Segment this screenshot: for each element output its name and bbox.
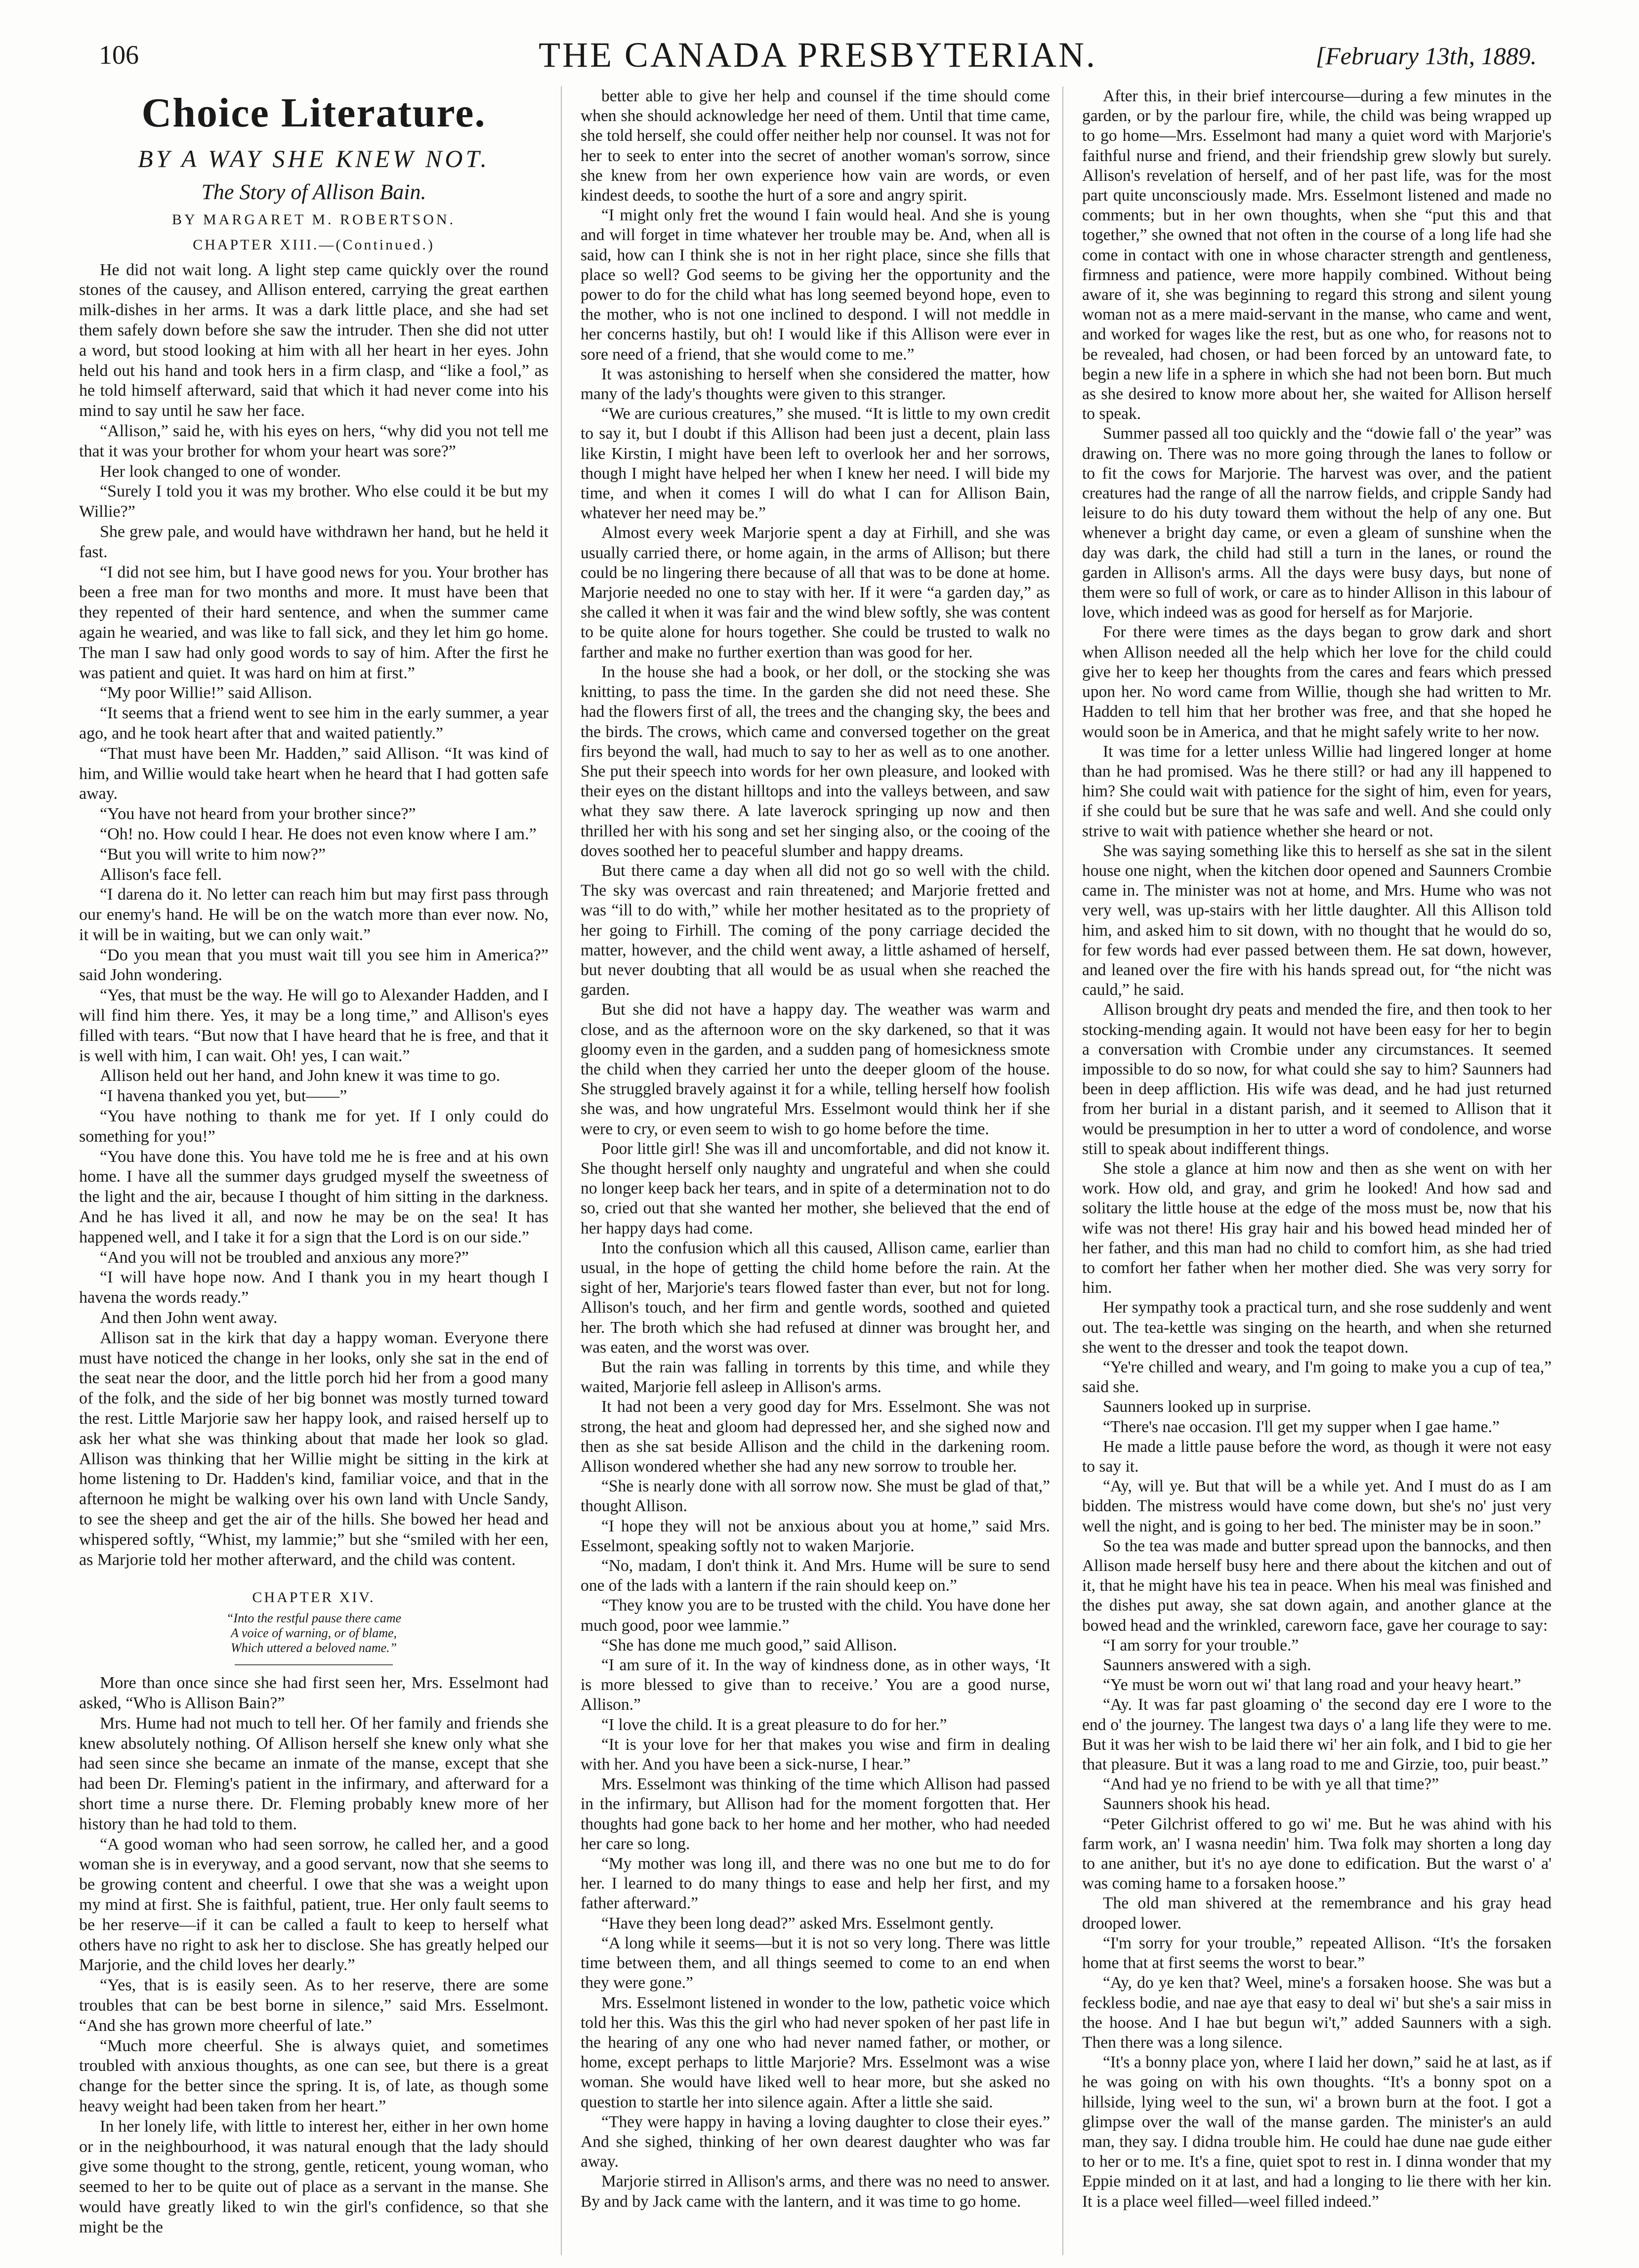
paragraph: For there were times as the days began to grow dark and short when Allison needed all the help which her love for the child could give her to keep her thoughts from the cares and fears which pressed upon her. No word came from Willie, though she had written to Mr. Hadden to tell him that her brother was free, and that she hoped he would soon be in America, and that he might safely write to her now. [1082, 623, 1552, 741]
paragraph: “Surely I told you it was my brother. Who else could it be but my Willie?” [79, 482, 548, 521]
paragraph: “Ay, do ye ken that? Weel, mine's a forsaken hoose. She was but a feckless bodie, and nae aye that easy to deal wi' but she's a sair miss in the hoose. And I hae but begun wi't,” added Saunners with a sigh. Then there was a long silence. [1082, 1974, 1552, 2052]
paragraph: “Yes, that must be the way. He will go to Alexander Hadden, and I will find him there. Yes, it may be a long time,” and Allison's eyes filled with tears. “But now that I have heard that he is free, and that it is well with him, I can wait. Oh! yes, I can wait.” [79, 986, 548, 1065]
column-rule [1062, 86, 1063, 2255]
byline: BY MARGARET M. ROBERTSON. [171, 211, 456, 228]
paragraph: “It's a bonny place yon, where I laid her down,” said he at last, as if he was going on with his own thoughts. “It's a bonny spot on a hillside, lying weel to the sun, wi' a brown burn at the foot. I got a glimpse over the wall of the manse garden. The minister's an auld man, they say. I didna trouble him. He could hae dune nae gude either to her or to me. It's a fine, quiet spot to rest in. I dinna wonder that my Eppie minded on it at last, and had a longing to lie there with her kin. It is a place weel filled—weel filled indeed.” [1082, 2053, 1552, 2211]
paragraph: “You have not heard from your brother since?” [100, 805, 416, 824]
paragraph: She was saying something like this to herself as she sat in the silent house one night, when the kitchen door opened and Saunners Crombie came in. The minister was not at home, and Mrs. Hume who was not very well, was up-stairs with her little daughter. All this Allison told him, and asked him to sit down, with no thought that he would do so, for few words had ever passed between them. He sat down, however, and leaned over the fire with his hands spread out, for “the nicht was cauld,” he said. [1082, 841, 1552, 999]
paragraph: “I'm sorry for your trouble,” repeated Allison. “It's the forsaken home that at first seems the worst to bear.” [1082, 1934, 1552, 1973]
paragraph: The old man shivered at the remembrance and his gray head drooped lower. [1082, 1894, 1552, 1933]
paragraph: “You have nothing to thank me for yet. If I only could do something for you!” [79, 1107, 548, 1146]
paragraph: Saunners looked up in surprise. [1103, 1398, 1311, 1416]
story-title: BY A WAY SHE KNEW NOT. [138, 145, 490, 172]
paragraph: Poor little girl! She was ill and uncomfortable, and did not know it. She thought herself only naughty and ungrateful and when she could no longer keep back her tears, and in spite of a determination not to do so, cried out that she wanted her mother, she believed that the end of her happy days had come. [581, 1139, 1050, 1237]
paragraph: “No, madam, I don't think it. And Mrs. Hume will be sure to send one of the lads with a lantern if the rain should keep on.” [581, 1557, 1050, 1595]
chapter-epigraph: “Into the restful pause there came A voice of warning, or of blame, Which uttered a beloved name.” [226, 1611, 402, 1655]
paragraph: She grew pale, and would have withdrawn her hand, but he held it fast. [79, 522, 548, 561]
paragraph: In her lonely life, with little to interest her, either in her own home or in the neighbourhood, it was natural enough that the lady should give some thought to the strong, gentle, reticent, young woman, who seemed to her to be quite out of place as a servant in the manse. She would have greatly liked to win the girl's confidence, so that she might be the [79, 2117, 548, 2236]
paragraph: More than once since she had first seen her, Mrs. Esselmont had asked, “Who is Allison Bain?” [79, 1674, 548, 1712]
paragraph: “It is your love for her that makes you wise and firm in dealing with her. And you have been a sick-nurse, I hear.” [581, 1735, 1050, 1774]
paragraph: “And you will not be troubled and anxious any more?” [100, 1248, 469, 1267]
paragraph: “My poor Willie!” said Allison. [100, 684, 312, 702]
paragraph: Summer passed all too quickly and the “dowie fall o' the year” was drawing on. There was no more going through the lanes to follow or to fit the cows for Marjorie. The harvest was over, and the patient creatures had the range of all the narrow fields, and cripple Sandy had leisure to do his duty toward them without the help of any one. But whenever a bright day came, or even a gleam of sunshine when the day was dark, the child had still a turn in the lanes, or round the garden in Allison's arms. All the days were busy days, but none of them were so full of work, or care as to hinder Allison in this labour of love, which indeed was as good for herself as for Marjorie. [1082, 424, 1552, 622]
paragraph: It was astonishing to herself when she considered the matter, how many of the lady's thoughts were given to this stranger. [581, 365, 1050, 404]
paragraph: “I hope they will not be anxious about you at home,” said Mrs. Esselmont, speaking softly not to waken Marjorie. [581, 1517, 1050, 1555]
paragraph: “I havena thanked you yet, but——” [100, 1087, 347, 1106]
paragraph: “That must have been Mr. Hadden,” said Allison. “It was kind of him, and Willie would take heart when he heard that I had gotten safe away. [79, 744, 548, 803]
paragraph: She stole a glance at him now and then as she went on with her work. How old, and gray, and grim he looked! And how sad and solitary the little house at the edge of the moss must be, now that his wife was not there! His gray hair and his bowed head minded her of her father, and this man had no child to comfort him, as she had tried to comfort her father when her mother died. She was very sorry for him. [1082, 1159, 1552, 1297]
paragraph: “There's nae occasion. I'll get my supper when I gae hame.” [1103, 1417, 1500, 1436]
paragraph: “Oh! no. How could I hear. He does not even know where I am.” [100, 825, 537, 843]
paragraph: Saunners shook his head. [1103, 1795, 1270, 1814]
paragraph: After this, in their brief intercourse—during a few minutes in the garden, or by the parlour fire, while, the child was being wrapped up to go home—Mrs. Esselmont had many a quiet word with Marjorie's faithful nurse and friend, and their friendship grew slowly but surely. Allison's revelation of herself, and of her past life, was for the most part quite unconsciously made. Mrs. Esselmont listened and made no comments; but in her own thoughts, when she “put this and that together,” she owned that not often in the course of a long life had she come in contact with one in whose character strength and gentleness, firmness and patience, were more happily combined. Without being aware of it, she was beginning to regard this strong and silent young woman not as a mere maid-servant in the manse, who came and went, and worked for wages like the rest, but as one who, for reasons not to be revealed, had chosen, or had been forced by an untoward fate, to begin a new life in a sphere in which she had not been born. But much as she desired to know more about her, she waited for Allison herself to speak. [1082, 87, 1552, 423]
paragraph: “I darena do it. No letter can reach him but may first pass through our enemy's hand. He will be on the watch more than ever now. No, it will be in waiting, but we can only wait.” [79, 885, 548, 944]
paragraph: Mrs. Esselmont was thinking of the time which Allison had passed in the infirmary, but Allison had for the moment forgotten that. Her thoughts had gone back to her home and her mother, who had needed her care so long. [581, 1775, 1050, 1853]
column-2-body [581, 86, 1050, 2212]
paragraph: “Ay, will ye. But that will be a while yet. And I must do as I am bidden. The mistress would have come down, but she's no' just very well the night, and is going to her bed. The minister may be in soon.” [1082, 1477, 1552, 1535]
paragraph: “Ye're chilled and weary, and I'm going to make you a cup of tea,” said she. [1082, 1358, 1552, 1397]
column-2 [581, 86, 1050, 2255]
paragraph: “I will have hope now. And I thank you in my heart though I havena the words ready.” [79, 1268, 548, 1307]
paragraph: “I am sure of it. In the way of kindness done, as in other ways, ‘It is more blessed to give than to receive.’ You are a good nurse, Allison.” [581, 1656, 1050, 1714]
paragraph: “Have they been long dead?” asked Mrs. Esselmont gently. [601, 1914, 994, 1933]
paragraph: “Peter Gilchrist offered to go wi' me. But he was ahind with his farm work, an' I wasna needin' him. Twa folk may shorten a long day to ane anither, but it's no aye done to edification. But the warst o' a' was coming hame to a forsaken hoose.” [1082, 1814, 1552, 1893]
story-subtitle: The Story of Allison Bain. [201, 180, 426, 204]
paragraph: And then John went away. [100, 1309, 278, 1327]
paragraph: “I love the child. It is a great pleasure to do for her.” [601, 1715, 947, 1734]
issue-date: [February 13th, 1889. [1315, 42, 1537, 70]
paragraph: Allison held out her hand, and John knew it was time to go. [100, 1067, 501, 1085]
paragraph: Allison brought dry peats and mended the fire, and then took to her stocking-mending again. It would not have been easy for her to begin a conversation with Crombie under any circumstances. It seemed impossible to do so now, for what could she say to him? Saunners had been in deep affliction. His wife was dead, and he had just returned from her burial in a distant parish, and it seemed to Allison that it would be presumption in her to utter a word of condolence, and worse still to speak about indifferent things. [1082, 1000, 1552, 1158]
page-header [99, 35, 1537, 79]
paragraph: “A good woman who had seen sorrow, he called her, and a good woman she is in everyway, and a good servant, now that she seems to be growing content and cheerful. I owe that she was a weight upon my mind at first. She is faithful, patient, true. Her only fault seems to be her reserve—if it can be called a fault to keep to herself what others have no right to ask her to disclose. She has greatly helped our Marjorie, and the child loves her dearly.” [79, 1835, 548, 1975]
paragraph: “They were happy in having a loving daughter to close their eyes.” And she sighed, thinking of her own dearest daughter who was far away. [581, 2112, 1050, 2171]
page-number: 106 [99, 40, 139, 70]
paragraph: “It seems that a friend went to see him in the early summer, a year ago, and he took heart after that and waited patiently.” [79, 704, 548, 742]
column-1 [79, 86, 548, 2255]
paragraph: “You have done this. You have told me he is free and at his own home. I have all the summer days grudged myself the sweetness of the light and the air, because I thought of him sitting in the darkness. And he has lived it all, and now he may be on the sea! It has happened well, and I take it for a sign that the Lord is on our side.” [79, 1147, 548, 1246]
paragraph: He did not wait long. A light step came quickly over the round stones of the causey, and Allison entered, carrying the great earthen milk-dishes in her arms. It was a dark little place, and she had set them safely down before she saw the intruder. Then she did not utter a word, but stood looking at him with all her heart in her eyes. John held out his hand and took hers in a firm clasp, and “like a fool,” as he told himself afterward, said that which it had never come into his mind to say until he saw her face. [79, 260, 548, 420]
paragraph: But she did not have a happy day. The weather was warm and close, and as the afternoon wore on the sky darkened, so that it was gloomy even in the garden, and a sudden pang of homesickness smote the child when they carried her unto the deeper gloom of the house. She struggled bravely against it for a while, telling herself how foolish she was, and how ungrateful Mrs. Esselmont would think her if she were to cry, or even seem to wish to go home before the time. [581, 1000, 1050, 1138]
paragraph: Into the confusion which all this caused, Allison came, earlier than usual, in the hope of getting the child home before the rain. At the sight of her, Marjorie's tears flowed faster than ever, but not for long. Allison's touch, and her firm and gentle words, soothed and quieted her. The broth which she had refused at dinner was brought her, and was eaten, and the worst was over. [581, 1238, 1050, 1357]
paragraph: “Do you mean that you must wait till you see him in America?” said John wondering. [79, 946, 548, 985]
paragraph: “Ay. It was far past gloaming o' the second day ere I wore to the end o' the journey. The langest twa days o' a lang life they were to me. But it was her wish to be laid there wi' her ain folk, and I bid to gie her that pleasure. But it was a lang road to me and Girzie, too, puir beast.” [1082, 1695, 1552, 1774]
paragraph: So the tea was made and butter spread upon the bannocks, and then Allison made herself busy here and there about the kitchen and out of it, that he might have his tea in peace. When his meal was finished and the dishes put away, she sat down again, and another glance at the bowed head and the wrinkled, careworn face, gave her courage to say: [1082, 1536, 1552, 1635]
section-title: Choice Literature. [141, 90, 486, 136]
paragraph: “But you will write to him now?” [100, 845, 326, 864]
chapter-heading: CHAPTER XIV. [252, 1589, 376, 1606]
paragraph: But the rain was falling in torrents by this time, and while they waited, Marjorie fell asleep in Allison's arms. [581, 1358, 1050, 1397]
paragraph: Mrs. Hume had not much to tell her. Of her family and friends she knew absolutely nothing. Of Allison herself she knew only what she had seen since she became an inmate of the manse, except that she had been Dr. Fleming's patient in the infirmary, and afterward for a short time a nurse there. Dr. Fleming probably knew more of her history than he had told to them. [79, 1714, 548, 1833]
paragraph: “A long while it seems—but it is not so very long. There was little time between them, and all things seemed to come to an end when they were gone.” [581, 1934, 1050, 1992]
journal-title: THE CANADA PRESBYTERIAN. [538, 35, 1097, 75]
paragraph: Saunners answered with a sigh. [1103, 1656, 1311, 1675]
paragraph: “They know you are to be trusted with the child. You have done her much good, poor wee lammie.” [581, 1596, 1050, 1635]
paragraph: He made a little pause before the word, as though it were not easy to say it. [1082, 1437, 1552, 1476]
paragraph: Mrs. Esselmont listened in wonder to the low, pathetic voice which told her this. Was this the girl who had never spoken of her past life in the hearing of any one who had never named father, or mother, or home, except perhaps to little Marjorie? Mrs. Esselmont was a wise woman. She would have liked well to hear more, but she asked no question to startle her into silence again. After a little she said. [581, 1993, 1050, 2111]
paragraph: “And had ye no friend to be with ye all that time?” [1103, 1775, 1439, 1794]
paragraph: Her look changed to one of wonder. [100, 462, 341, 481]
column-1-body [79, 260, 548, 2238]
paragraph: better able to give her help and counsel if the time should come when she should acknowledge her need of them. Until that time came, she told herself, she could offer neither help nor counsel. It was not for her to seek to enter into the secret of another woman's sorrow, since she knew from her own experience how vain are words, or even kindest deeds, to soothe the hurt of a sore and angry spirit. [581, 87, 1050, 205]
column-3 [1082, 86, 1552, 2255]
paragraph: “Ye must be worn out wi' that lang road and your heavy heart.” [1103, 1676, 1521, 1694]
paragraph: It had not been a very good day for Mrs. Esselmont. She was not strong, the heat and gloom had depressed her, and she sighed now and then as she sat beside Allison and the child in the darkening room. Allison wondered whether she had any new sorrow to trouble her. [581, 1398, 1050, 1476]
column-rule [561, 86, 562, 2255]
paragraph: “I am sorry for your trouble.” [1103, 1636, 1299, 1654]
paragraph: “Much more cheerful. She is always quiet, and sometimes troubled with anxious thoughts, as one can see, but there is a great change for the better since the spring. It is, of late, as though some heavy weight had been taken from her heart.” [79, 2036, 548, 2115]
paragraph: “We are curious creatures,” she mused. “It is little to my own credit to say it, but I doubt if this Allison had been just a decent, plain lass like Kirstin, I might have been left to overlook her and her sorrows, though I might have helped her when I knew her need. I will bide my time, and when it comes I will do what I can for Allison Bain, whatever her need may be.” [581, 405, 1050, 523]
paragraph: But there came a day when all did not go so well with the child. The sky was overcast and rain threatened; and Marjorie fretted and was “ill to do with,” while her mother hesitated as to the propriety of her going to Firhill. The coming of the pony carriage decided the matter, however, and the child went away, a little ashamed of herself, but never doubting that all would be as usual when she reached the garden. [581, 861, 1050, 999]
paragraph: “Yes, that is is easily seen. As to her reserve, there are some troubles that can be best borne in silence,” said Mrs. Esselmont. “And she has grown more cheerful of late.” [79, 1976, 548, 2035]
chapter-heading: CHAPTER XIII.—(Continued.) [193, 236, 435, 253]
divider [235, 1664, 393, 1665]
paragraph: It was time for a letter unless Willie had lingered longer at home than he had promised. Was he there still? or had any ill happened to him? She could wait with patience for the sight of him, even for years, if she could but be sure that he was safe and well. And she could only strive to wait with patience whether she heard or not. [1082, 742, 1552, 840]
paragraph: “Allison,” said he, with his eyes on hers, “why did you not tell me that it was your brother for whom your heart was sore?” [79, 421, 548, 460]
paragraph: “She is nearly done with all sorrow now. She must be glad of that,” thought Allison. [581, 1477, 1050, 1516]
paragraph: “She has done me much good,” said Allison. [601, 1636, 897, 1654]
column-3-body [1082, 86, 1552, 2212]
paragraph: Allison sat in the kirk that day a happy woman. Everyone there must have noticed the change in her looks, only she sat in the end of the seat near the door, and the little porch hid her from a good many of the folk, and the side of her big bonnet was mostly turned toward the rest. Little Marjorie saw her happy look, and raised herself up to ask her what she was thinking about that made her look so glad. Allison was thinking that her Willie might be sitting in the kirk at home listening to Dr. Hadden's kind, familiar voice, and that in the afternoon he might be walking over his own land with Uncle Sandy, to see the sheep and get the air of the hills. She bowed her head and whispered softly, “Whist, my lammie;” but she “smiled with her een, as Marjorie told her mother afterward, and the child was content. [79, 1328, 548, 1569]
paragraph: Allison's face fell. [100, 865, 222, 884]
paragraph: “I did not see him, but I have good news for you. Your brother has been a free man for two months and more. It must have been that they repented of their hard sentence, and when the summer came again he wearied, and was like to fall sick, and they let him go home. The man I saw had only good words to say of him. After the first he was patient and quiet. It was hard on him at first.” [79, 563, 548, 682]
paragraph: Almost every week Marjorie spent a day at Firhill, and she was usually carried there, or home again, in the arms of Allison; but there could be no lingering there because of all that was to be done at home. Marjorie needed no one to stay with her. If it were “a garden day,” as she called it when it was fair and the wind blew softly, she was content to be quite alone for hours together. She could be trusted to walk no farther and make no further exertion than was good for her. [581, 524, 1050, 661]
paragraph: In the house she had a book, or her doll, or the stocking she was knitting, to pass the time. In the garden she did not need these. She had the flowers first of all, the trees and the changing sky, the bees and the birds. The crows, which came and conversed together on the great firs beyond the wall, had much to say to her as well as to one another. She put their speech into words for her own pleasure, and looked with their eyes on the distant hilltops and into the valleys between, and saw what they saw there. A late laverock springing up now and then thrilled her with his song and set her singing also, or the cooing of the doves soothed her to peaceful slumber and happy dreams. [581, 662, 1050, 860]
paragraph: “I might only fret the wound I fain would heal. And she is young and will forget in time whatever her trouble may be. And, when all is said, how can I think she is not in her right place, since she fills that place so well? God seems to be giving her the opportunity and the power to do for the child what has long seemed beyond hope, even to the mother, who is not one inclined to despond. I will not meddle in her concerns hastily, but oh! I would like if this Allison were ever in sore need of a friend, that she would come to me.” [581, 206, 1050, 364]
paragraph: Marjorie stirred in Allison's arms, and there was no need to answer. By and by Jack came with the lantern, and it was time to go home. [581, 2172, 1050, 2211]
paragraph: “My mother was long ill, and there was no one but me to do for her. I learned to do many things to ease and help her first, and my father afterward.” [581, 1855, 1050, 1913]
paragraph: Her sympathy took a practical turn, and she rose suddenly and went out. The tea-kettle was singing on the hearth, and when she returned she went to the dresser and took the teapot down. [1082, 1298, 1552, 1357]
